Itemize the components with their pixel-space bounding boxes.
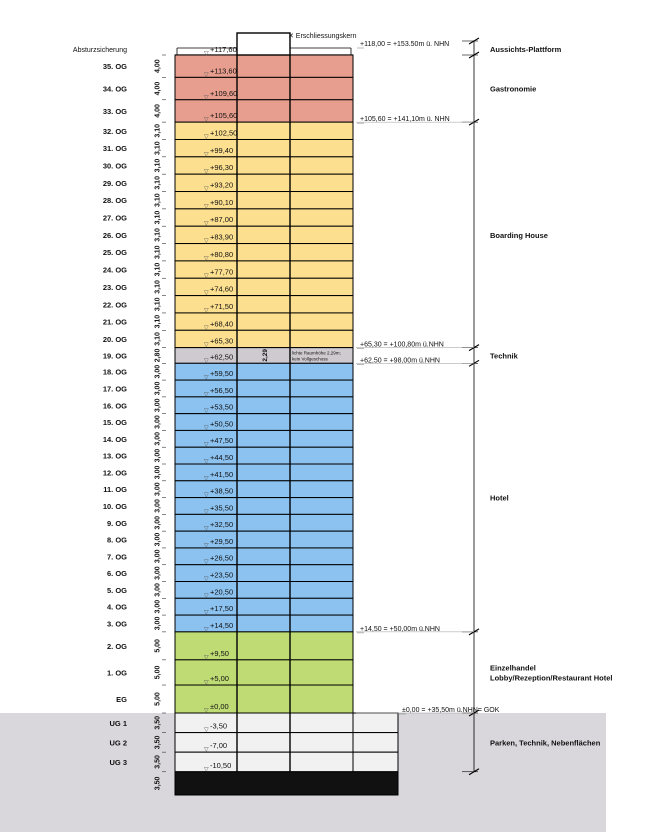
floor-level: +99,40 <box>210 145 234 155</box>
floor-band <box>175 615 353 632</box>
nhn-label: +105,60 = +141,10m ü. NHN <box>360 116 450 124</box>
floor-band <box>175 122 353 139</box>
zone-label: Parken, Technik, Nebenflächen <box>490 738 601 748</box>
clear-height-note: lichte Raumhöhe 2,29m; <box>292 350 341 356</box>
level-marker-icon: ▽ <box>204 425 209 432</box>
level-marker-icon: ▽ <box>204 526 209 533</box>
storey-height: 3,10 <box>154 176 162 190</box>
nhn-label: +62,50 = +98,00m ü.NHN <box>360 357 440 365</box>
floor-level: +109,60 <box>210 88 238 98</box>
floor-band <box>175 548 353 565</box>
clear-height-dim: 2,29 <box>262 348 269 362</box>
floor-level: +47,50 <box>210 436 234 446</box>
level-marker-icon: ▽ <box>204 766 209 773</box>
floor-band <box>175 100 353 122</box>
zone-label: Boarding House <box>490 230 548 240</box>
zone-label: Technik <box>490 351 518 361</box>
level-marker-icon: ▽ <box>204 342 209 349</box>
floor-name: UG 3 <box>109 757 127 767</box>
level-marker-icon: ▽ <box>204 391 209 398</box>
level-marker-icon: ▽ <box>204 727 209 734</box>
storey-height: 3,00 <box>154 415 162 429</box>
level-marker-icon: ▽ <box>204 51 209 57</box>
level-marker-icon: ▽ <box>204 358 209 365</box>
floor-name: 19. OG <box>102 351 127 361</box>
floor-band <box>175 192 353 209</box>
storey-height: 3,50 <box>154 715 162 730</box>
level-marker-icon: ▽ <box>204 442 209 449</box>
storey-height: 3,00 <box>154 616 162 631</box>
floor-name: 4. OG <box>106 602 127 612</box>
floor-name: 2. OG <box>106 641 127 651</box>
nhn-label: +65,30 = +100,80m ü.NHN <box>360 341 444 349</box>
floor-level: +87,00 <box>210 215 234 225</box>
floor-name: 24. OG <box>102 265 127 275</box>
level-marker-icon: ▽ <box>204 203 209 210</box>
storey-height: 3,10 <box>154 210 162 225</box>
level-marker-icon: ▽ <box>204 273 209 280</box>
storey-height: 3,50 <box>154 735 162 750</box>
storey-height: 3,00 <box>154 465 162 480</box>
floor-band <box>175 261 353 278</box>
floor-band <box>175 55 353 77</box>
floor-level: +65,30 <box>210 336 234 346</box>
floor-level: +41,50 <box>210 469 234 479</box>
floor-level: +5,00 <box>210 674 229 684</box>
floor-band <box>175 632 353 660</box>
level-marker-icon: ▽ <box>204 238 209 245</box>
floor-band <box>175 330 353 347</box>
level-marker-icon: ▽ <box>204 593 209 600</box>
floor-name: 27. OG <box>102 213 127 223</box>
floor-name: EG <box>116 695 127 705</box>
storey-height: 3,10 <box>154 245 162 260</box>
level-marker-icon: ▽ <box>204 610 209 617</box>
storey-height: 3,00 <box>154 381 162 396</box>
floor-name: 25. OG <box>102 248 127 258</box>
floor-level: -10,50 <box>210 760 232 770</box>
floor-band <box>175 498 353 515</box>
floor-level: +77,70 <box>210 267 234 277</box>
floor-level: +53,50 <box>210 402 234 412</box>
level-marker-icon: ▽ <box>204 375 209 382</box>
floor-name: 13. OG <box>102 451 127 461</box>
floor-band <box>175 226 353 243</box>
storey-height: 5,00 <box>154 692 162 706</box>
level-marker-icon: ▽ <box>204 475 209 482</box>
floor-name: 30. OG <box>102 161 127 171</box>
floor-band <box>175 582 353 599</box>
storey-height: 5,00 <box>154 665 162 680</box>
floor-level: +44,50 <box>210 453 234 463</box>
floor-level: +23,50 <box>210 570 234 580</box>
storey-height: 3,00 <box>154 515 162 530</box>
storey-height: 3,50 <box>154 755 162 769</box>
storey-height: 4,00 <box>154 81 162 96</box>
floor-level: +93,20 <box>210 180 234 190</box>
core-label: ✕ Erschliessungskern <box>288 33 357 40</box>
storey-height: 3,00 <box>154 482 162 497</box>
floor-level: +71,50 <box>210 301 234 311</box>
floor-name: 16. OG <box>102 401 127 411</box>
floor-band <box>175 414 353 431</box>
storey-height: 3,00 <box>154 532 162 547</box>
floor-band <box>175 244 353 261</box>
level-marker-icon: ▽ <box>204 559 209 566</box>
floor-name: 9. OG <box>106 518 127 528</box>
floor-band <box>175 397 353 414</box>
floor-level: +83,90 <box>210 232 234 242</box>
storey-height: 3,00 <box>154 398 162 413</box>
zone-label: Gastronomie <box>490 84 537 94</box>
floor-level: +17,50 <box>210 604 234 614</box>
floor-name: 3. OG <box>106 619 127 629</box>
nhn-label: +14,50 = +50,00m ü.NHN <box>360 625 440 633</box>
floor-name: 7. OG <box>106 552 127 562</box>
level-marker-icon: ▽ <box>204 255 209 262</box>
storey-height: 4,00 <box>154 104 162 118</box>
floor-band <box>175 209 353 226</box>
top-level: +117,60 <box>210 45 237 54</box>
storey-height: 4,00 <box>154 59 162 74</box>
level-marker-icon: ▽ <box>204 509 209 516</box>
level-marker-icon: ▽ <box>204 134 209 141</box>
level-marker-icon: ▽ <box>204 680 209 687</box>
floor-name: 1. OG <box>106 668 127 678</box>
zone-label: Lobby/Rezeption/Restaurant Hotel <box>490 673 613 683</box>
floor-level: +62,50 <box>210 352 234 362</box>
floor-level: +59,50 <box>210 369 234 379</box>
floor-band <box>175 296 353 313</box>
floor-level: +96,30 <box>210 163 234 173</box>
floor-band <box>175 278 353 295</box>
level-marker-icon: ▽ <box>204 492 209 499</box>
floor-band <box>175 174 353 191</box>
storey-height: 3,10 <box>154 228 162 242</box>
floor-name: 10. OG <box>102 501 127 511</box>
floor-band <box>175 660 353 685</box>
floor-level: +68,40 <box>210 319 234 329</box>
level-marker-icon: ▽ <box>204 186 209 193</box>
storey-height: 3,50 <box>154 776 162 791</box>
floor-name: 17. OG <box>102 384 127 394</box>
floor-level: +80,80 <box>210 249 234 259</box>
storey-height: 3,00 <box>154 583 162 597</box>
floor-level: +35,50 <box>210 503 234 513</box>
level-marker-icon: ▽ <box>204 325 209 332</box>
floor-level: +90,10 <box>210 197 234 207</box>
storey-height: 3,00 <box>154 364 162 379</box>
floor-band <box>175 565 353 582</box>
floor-name: 34. OG <box>102 84 127 94</box>
floor-name: 35. OG <box>102 62 127 72</box>
floor-name: 32. OG <box>102 126 127 136</box>
storey-height: 2,80 <box>154 348 162 363</box>
floor-level: +74,60 <box>210 284 234 294</box>
floor-name: 6. OG <box>106 569 127 579</box>
storey-height: 3,10 <box>154 297 162 312</box>
floor-name: 22. OG <box>102 300 127 310</box>
storey-height: 3,00 <box>154 499 162 513</box>
zone-label: Hotel <box>490 493 509 503</box>
nhn-label: +118,00 = +153.50m ü. NHN <box>360 41 450 48</box>
floor-level: +38,50 <box>210 486 234 496</box>
level-marker-icon: ▽ <box>204 708 209 714</box>
floor-level: +102,50 <box>210 128 238 138</box>
clear-height-note: kein Vollgeschoss <box>292 356 328 362</box>
floor-level: +56,50 <box>210 385 234 395</box>
level-marker-icon: ▽ <box>204 408 209 415</box>
floor-band <box>175 598 353 615</box>
floor-band <box>175 157 353 174</box>
level-marker-icon: ▽ <box>204 626 209 633</box>
storey-height: 3,00 <box>154 599 162 614</box>
storey-height: 3,00 <box>154 566 162 580</box>
level-marker-icon: ▽ <box>204 290 209 297</box>
core-top-box <box>237 33 290 55</box>
level-marker-icon: ▽ <box>204 94 209 101</box>
floor-name: 14. OG <box>102 434 127 444</box>
storey-height: 3,10 <box>154 158 162 173</box>
floor-level: +105,60 <box>210 111 238 121</box>
floor-band <box>175 531 353 548</box>
floor-band <box>175 380 353 397</box>
storey-height: 3,10 <box>154 193 162 208</box>
storey-height: 3,00 <box>154 432 162 446</box>
zone-label: Einzelhandel <box>490 663 536 673</box>
floor-level: +26,50 <box>210 553 234 563</box>
storey-height: 3,10 <box>154 314 162 329</box>
storey-height: 5,00 <box>154 639 162 653</box>
floor-name: 8. OG <box>106 535 127 545</box>
level-marker-icon: ▽ <box>204 169 209 176</box>
level-marker-icon: ▽ <box>204 459 209 466</box>
floor-name: 23. OG <box>102 282 127 292</box>
fall-protection-label: Absturzsicherung <box>72 47 127 54</box>
floor-name: 5. OG <box>106 585 127 595</box>
storey-height: 3,10 <box>154 124 162 138</box>
floor-band <box>175 685 353 713</box>
floor-level: +9,50 <box>210 648 229 658</box>
floor-band <box>175 77 353 99</box>
level-marker-icon: ▽ <box>204 72 209 79</box>
floor-level: +50,50 <box>210 419 234 429</box>
nhn-label: ±0,00 = +35,50m ü.NHN= GOK <box>402 707 500 714</box>
floor-name: 29. OG <box>102 178 127 188</box>
floor-name: 28. OG <box>102 196 127 206</box>
storey-height: 3,10 <box>154 280 162 294</box>
floor-level: ±0,00 <box>210 702 229 711</box>
floor-name: 31. OG <box>102 144 127 154</box>
floor-level: -3,50 <box>210 721 228 731</box>
floor-name: 21. OG <box>102 317 127 327</box>
storey-height: 3,10 <box>154 141 162 155</box>
floor-name: 11. OG <box>103 485 127 495</box>
level-marker-icon: ▽ <box>204 221 209 228</box>
floor-band <box>175 447 353 464</box>
floor-band <box>175 772 398 795</box>
floor-name: 20. OG <box>102 334 127 344</box>
storey-height: 3,10 <box>154 262 162 277</box>
floor-name: 18. OG <box>102 367 127 377</box>
floor-band <box>175 313 353 330</box>
floor-name: 26. OG <box>102 230 127 240</box>
level-marker-icon: ▽ <box>204 542 209 549</box>
floor-band <box>175 139 353 156</box>
floor-name: 15. OG <box>102 418 127 428</box>
floor-band <box>175 481 353 498</box>
floor-level: +14,50 <box>210 620 234 630</box>
floor-name: 33. OG <box>102 106 127 116</box>
floor-name: 12. OG <box>102 468 127 478</box>
storey-height: 3,00 <box>154 448 162 463</box>
floor-name: UG 1 <box>109 718 127 728</box>
level-marker-icon: ▽ <box>204 747 209 754</box>
floor-name: UG 2 <box>109 738 127 748</box>
floor-level: +29,50 <box>210 536 234 546</box>
zone-label: Aussichts-Plattform <box>490 45 562 54</box>
floor-band <box>175 363 353 380</box>
floor-band <box>175 464 353 481</box>
floor-band <box>175 514 353 531</box>
level-marker-icon: ▽ <box>204 654 209 661</box>
floor-level: -7,00 <box>210 741 228 751</box>
floor-band <box>175 430 353 447</box>
level-marker-icon: ▽ <box>204 576 209 583</box>
storey-height: 3,00 <box>154 549 162 564</box>
floor-level: +20,50 <box>210 587 234 597</box>
floor-level: +32,50 <box>210 520 234 530</box>
level-marker-icon: ▽ <box>204 117 209 124</box>
level-marker-icon: ▽ <box>204 307 209 314</box>
floor-level: +113,60 <box>210 66 237 76</box>
storey-height: 3,10 <box>154 332 162 346</box>
level-marker-icon: ▽ <box>204 151 209 158</box>
